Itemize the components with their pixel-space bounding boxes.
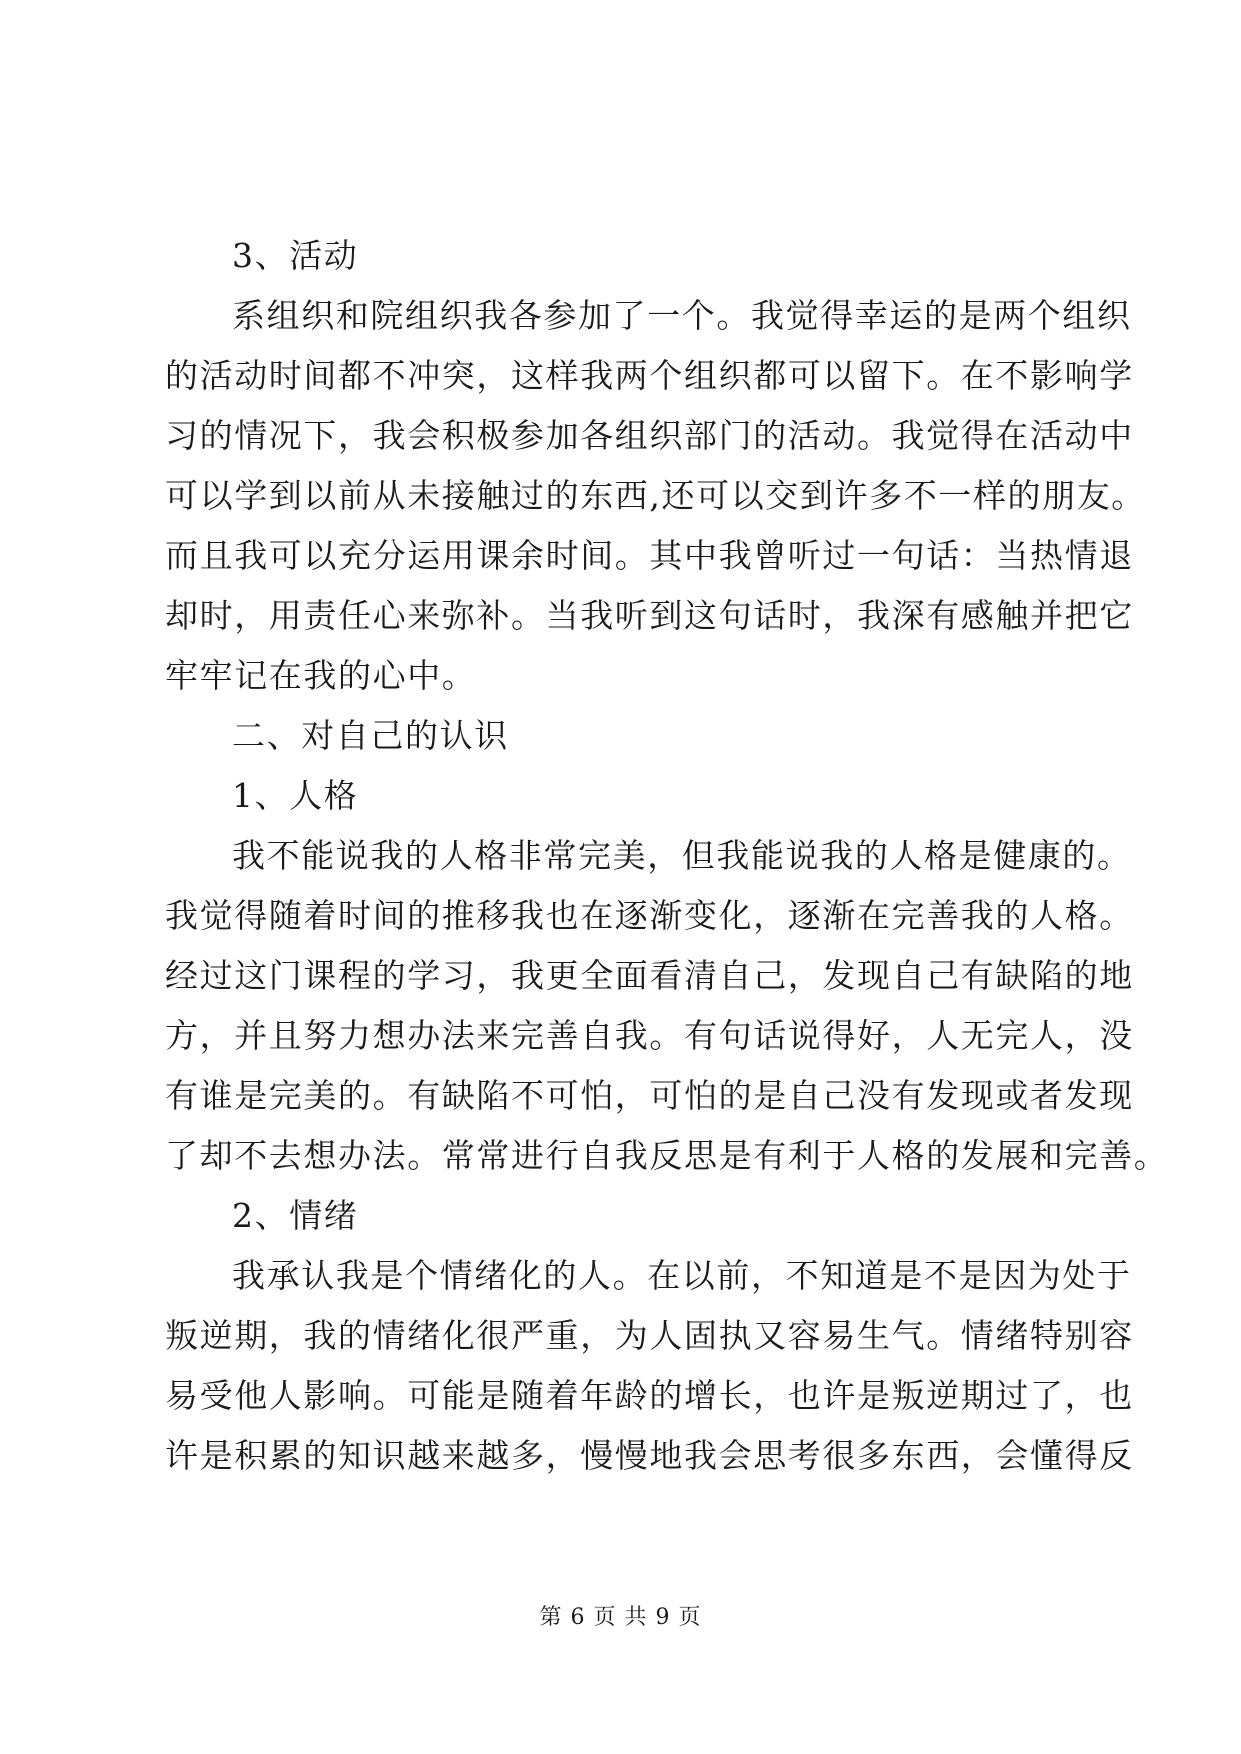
- section-heading-self-awareness: 二、对自己的认识: [232, 716, 509, 755]
- paragraph-line: 方，并且努力想办法来完善自我。有句话说得好，人无完人，没: [165, 1016, 1134, 1055]
- paragraph-line: 却时，用责任心来弥补。当我听到这句话时，我深有感触并把它: [165, 596, 1134, 635]
- paragraph-line: 可以学到以前从未接触过的东西,还可以交到许多不一样的朋友。: [165, 476, 1146, 515]
- heading-activities: 3、活动: [232, 236, 359, 275]
- paragraph-line: 经过这门课程的学习，我更全面看清自己，发现自己有缺陷的地: [165, 956, 1134, 995]
- heading-emotions: 2、情绪: [232, 1196, 359, 1235]
- paragraph-line: 系组织和院组织我各参加了一个。我觉得幸运的是两个组织: [232, 296, 1132, 335]
- page-number-footer: 第 6 页 共 9 页: [539, 1605, 702, 1630]
- paragraph-line: 牢牢记在我的心中。: [165, 656, 477, 695]
- paragraph-line: 易受他人影响。可能是随着年龄的增长，也许是叛逆期过了，也: [165, 1376, 1134, 1415]
- paragraph-line: 我不能说我的人格非常完美，但我能说我的人格是健康的。: [232, 836, 1132, 875]
- heading-personality: 1、人格: [232, 776, 359, 815]
- paragraph-line: 我觉得随着时间的推移我也在逐渐变化，逐渐在完善我的人格。: [165, 896, 1134, 935]
- paragraph-line: 许是积累的知识越来越多，慢慢地我会思考很多东西，会懂得反: [165, 1436, 1134, 1475]
- paragraph-line: 叛逆期，我的情绪化很严重，为人固执又容易生气。情绪特别容: [165, 1316, 1134, 1355]
- paragraph-line: 我承认我是个情绪化的人。在以前，不知道是不是因为处于: [232, 1256, 1132, 1295]
- paragraph-line: 的活动时间都不冲突，这样我两个组织都可以留下。在不影响学: [165, 356, 1134, 395]
- paragraph-line: 了却不去想办法。常常进行自我反思是有利于人格的发展和完善。: [165, 1136, 1169, 1175]
- paragraph-line: 而且我可以充分运用课余时间。其中我曾听过一句话：当热情退: [165, 536, 1134, 575]
- paragraph-line: 有谁是完美的。有缺陷不可怕，可怕的是自己没有发现或者发现: [165, 1076, 1134, 1115]
- paragraph-line: 习的情况下，我会积极参加各组织部门的活动。我觉得在活动中: [165, 416, 1134, 455]
